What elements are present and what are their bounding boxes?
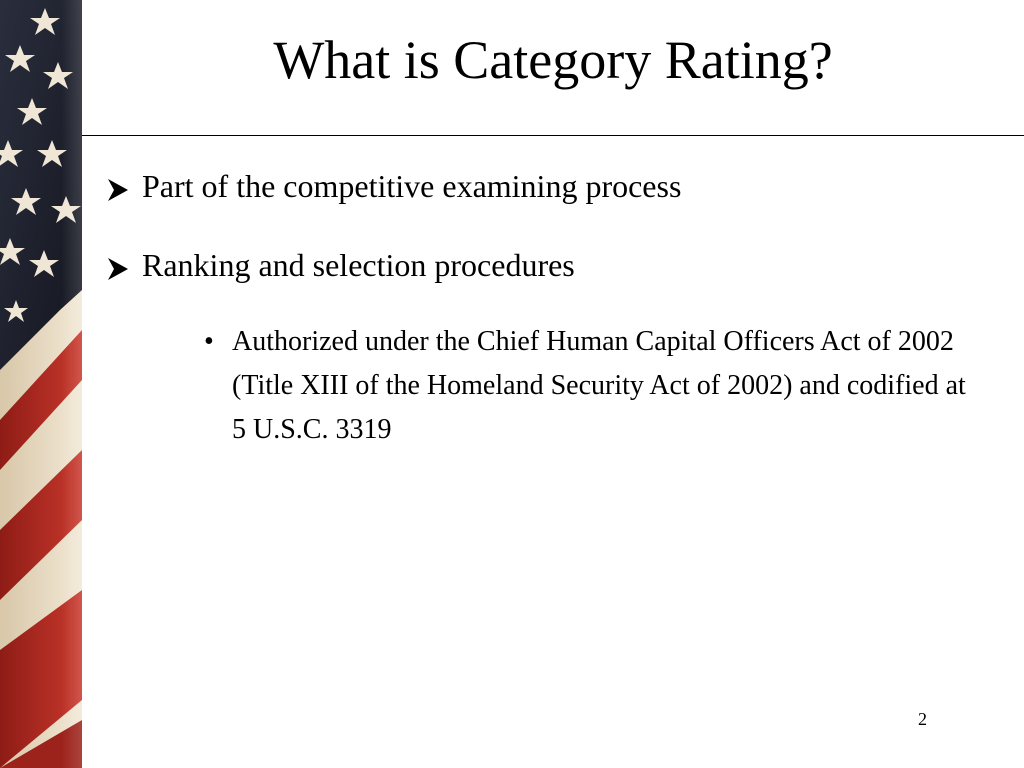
- bullet-item: [106, 166, 681, 206]
- title-divider: [82, 135, 1024, 136]
- sub-bullet-item: [204, 320, 984, 452]
- flag-image: [0, 0, 82, 768]
- arrow-bullet-icon: [106, 177, 142, 203]
- bullet-text: Part of the competitive examining process: [142, 168, 682, 204]
- slide-title: What is Category Rating?: [273, 30, 833, 90]
- bullet-item: [106, 245, 575, 285]
- sub-bullet-marker: •: [204, 326, 214, 357]
- bullet-text: Ranking and selection procedures: [142, 247, 575, 283]
- sub-bullet-text: Authorized under the Chief Human Capital Officers Act of 2002 (Title XIII of the Homeland Security Act of 2002) and codified at 5 U.S.C. 3319: [232, 326, 966, 445]
- arrow-bullet-icon: [106, 256, 142, 282]
- page-number: 2: [918, 709, 927, 729]
